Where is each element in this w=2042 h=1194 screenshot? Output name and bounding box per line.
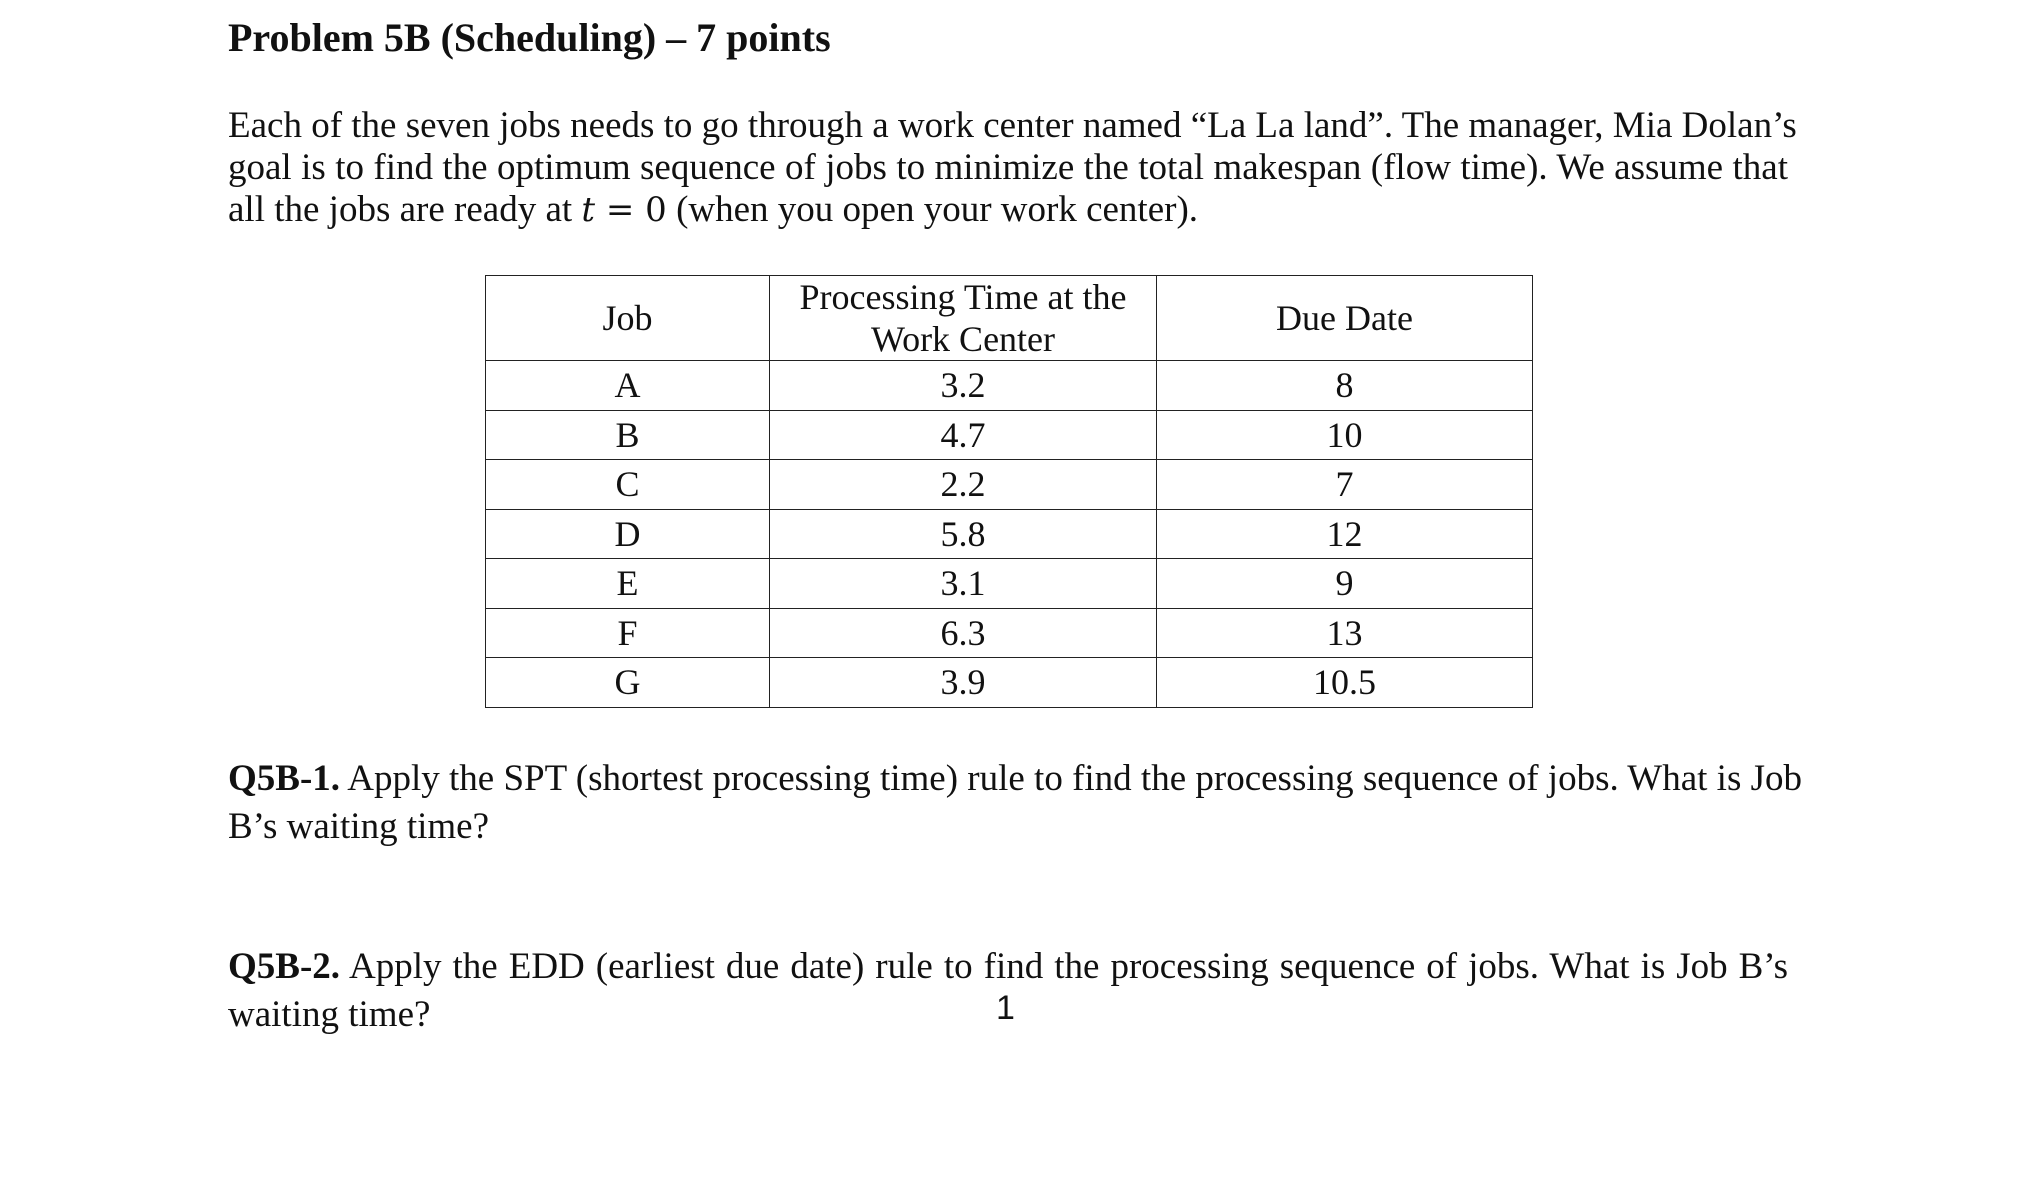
cell-job: A [486,361,770,411]
math-variable-t: t [581,190,596,230]
cell-job: E [486,559,770,609]
cell-due-date: 8 [1157,361,1533,411]
header-job: Job [486,276,770,361]
table-row [486,608,1533,658]
problem-title: Problem 5B (Scheduling) – 7 points [228,15,831,60]
cell-processing-time: 4.7 [770,410,1157,460]
math-equals-zero: = 0 [595,190,667,230]
table-row [486,361,1533,411]
question-q5b-1 [228,755,1803,851]
table-header-row [486,276,1533,361]
cell-processing-time: 5.8 [770,509,1157,559]
question-q5b-1-line2: B’s waiting time? [228,806,490,847]
question-q5b-2-line2: waiting time? [228,994,431,1035]
question-q5b-1-label: Q5B-1. [228,758,341,799]
table-row [486,410,1533,460]
cell-processing-time: 6.3 [770,608,1157,658]
header-processing-time-line1: Processing Time at the [799,277,1127,317]
cell-due-date: 9 [1157,559,1533,609]
intro-line-1: Each of the seven jobs needs to go through a work center named “La La land”. The manager, Mia Dolan’s [228,105,1797,146]
header-due-date: Due Date [1157,276,1533,361]
cell-processing-time: 3.1 [770,559,1157,609]
question-q5b-2-line1 [228,943,1788,991]
cell-job: F [486,608,770,658]
cell-processing-time: 3.2 [770,361,1157,411]
header-processing-time-line2: Work Center [870,319,1056,359]
table-row [486,658,1533,708]
cell-due-date: 10 [1157,410,1533,460]
cell-processing-time: 3.9 [770,658,1157,708]
cell-job: B [486,410,770,460]
cell-processing-time: 2.2 [770,460,1157,510]
question-q5b-2-text: Apply the EDD (earliest due date) rule to find the processing sequence of jobs. What is Job B’s [340,946,1788,987]
intro-line-2: goal is to find the optimum sequence of jobs to minimize the total makespan (flow time). We assume that [228,147,1788,188]
table-row [486,509,1533,559]
page-number: 1 [996,989,1015,1027]
header-processing-time [770,276,1157,361]
table-row [486,559,1533,609]
cell-due-date: 10.5 [1157,658,1533,708]
table-row [486,460,1533,510]
jobs-table [485,275,1533,708]
cell-job: C [486,460,770,510]
cell-job: G [486,658,770,708]
intro-line-3-end: (when you open your work center). [666,189,1199,230]
intro-line-3-start: all the jobs are ready at [228,189,582,230]
intro-paragraph [228,105,1797,231]
intro-line-3 [228,189,1788,231]
question-q5b-1-text: Apply the SPT (shortest processing time) rule to find the processing sequence of jobs. What is Job [340,758,1803,799]
cell-due-date: 12 [1157,509,1533,559]
cell-due-date: 13 [1157,608,1533,658]
question-q5b-1-line1 [228,755,1803,803]
cell-due-date: 7 [1157,460,1533,510]
question-q5b-2-label: Q5B-2. [228,946,341,987]
cell-job: D [486,509,770,559]
